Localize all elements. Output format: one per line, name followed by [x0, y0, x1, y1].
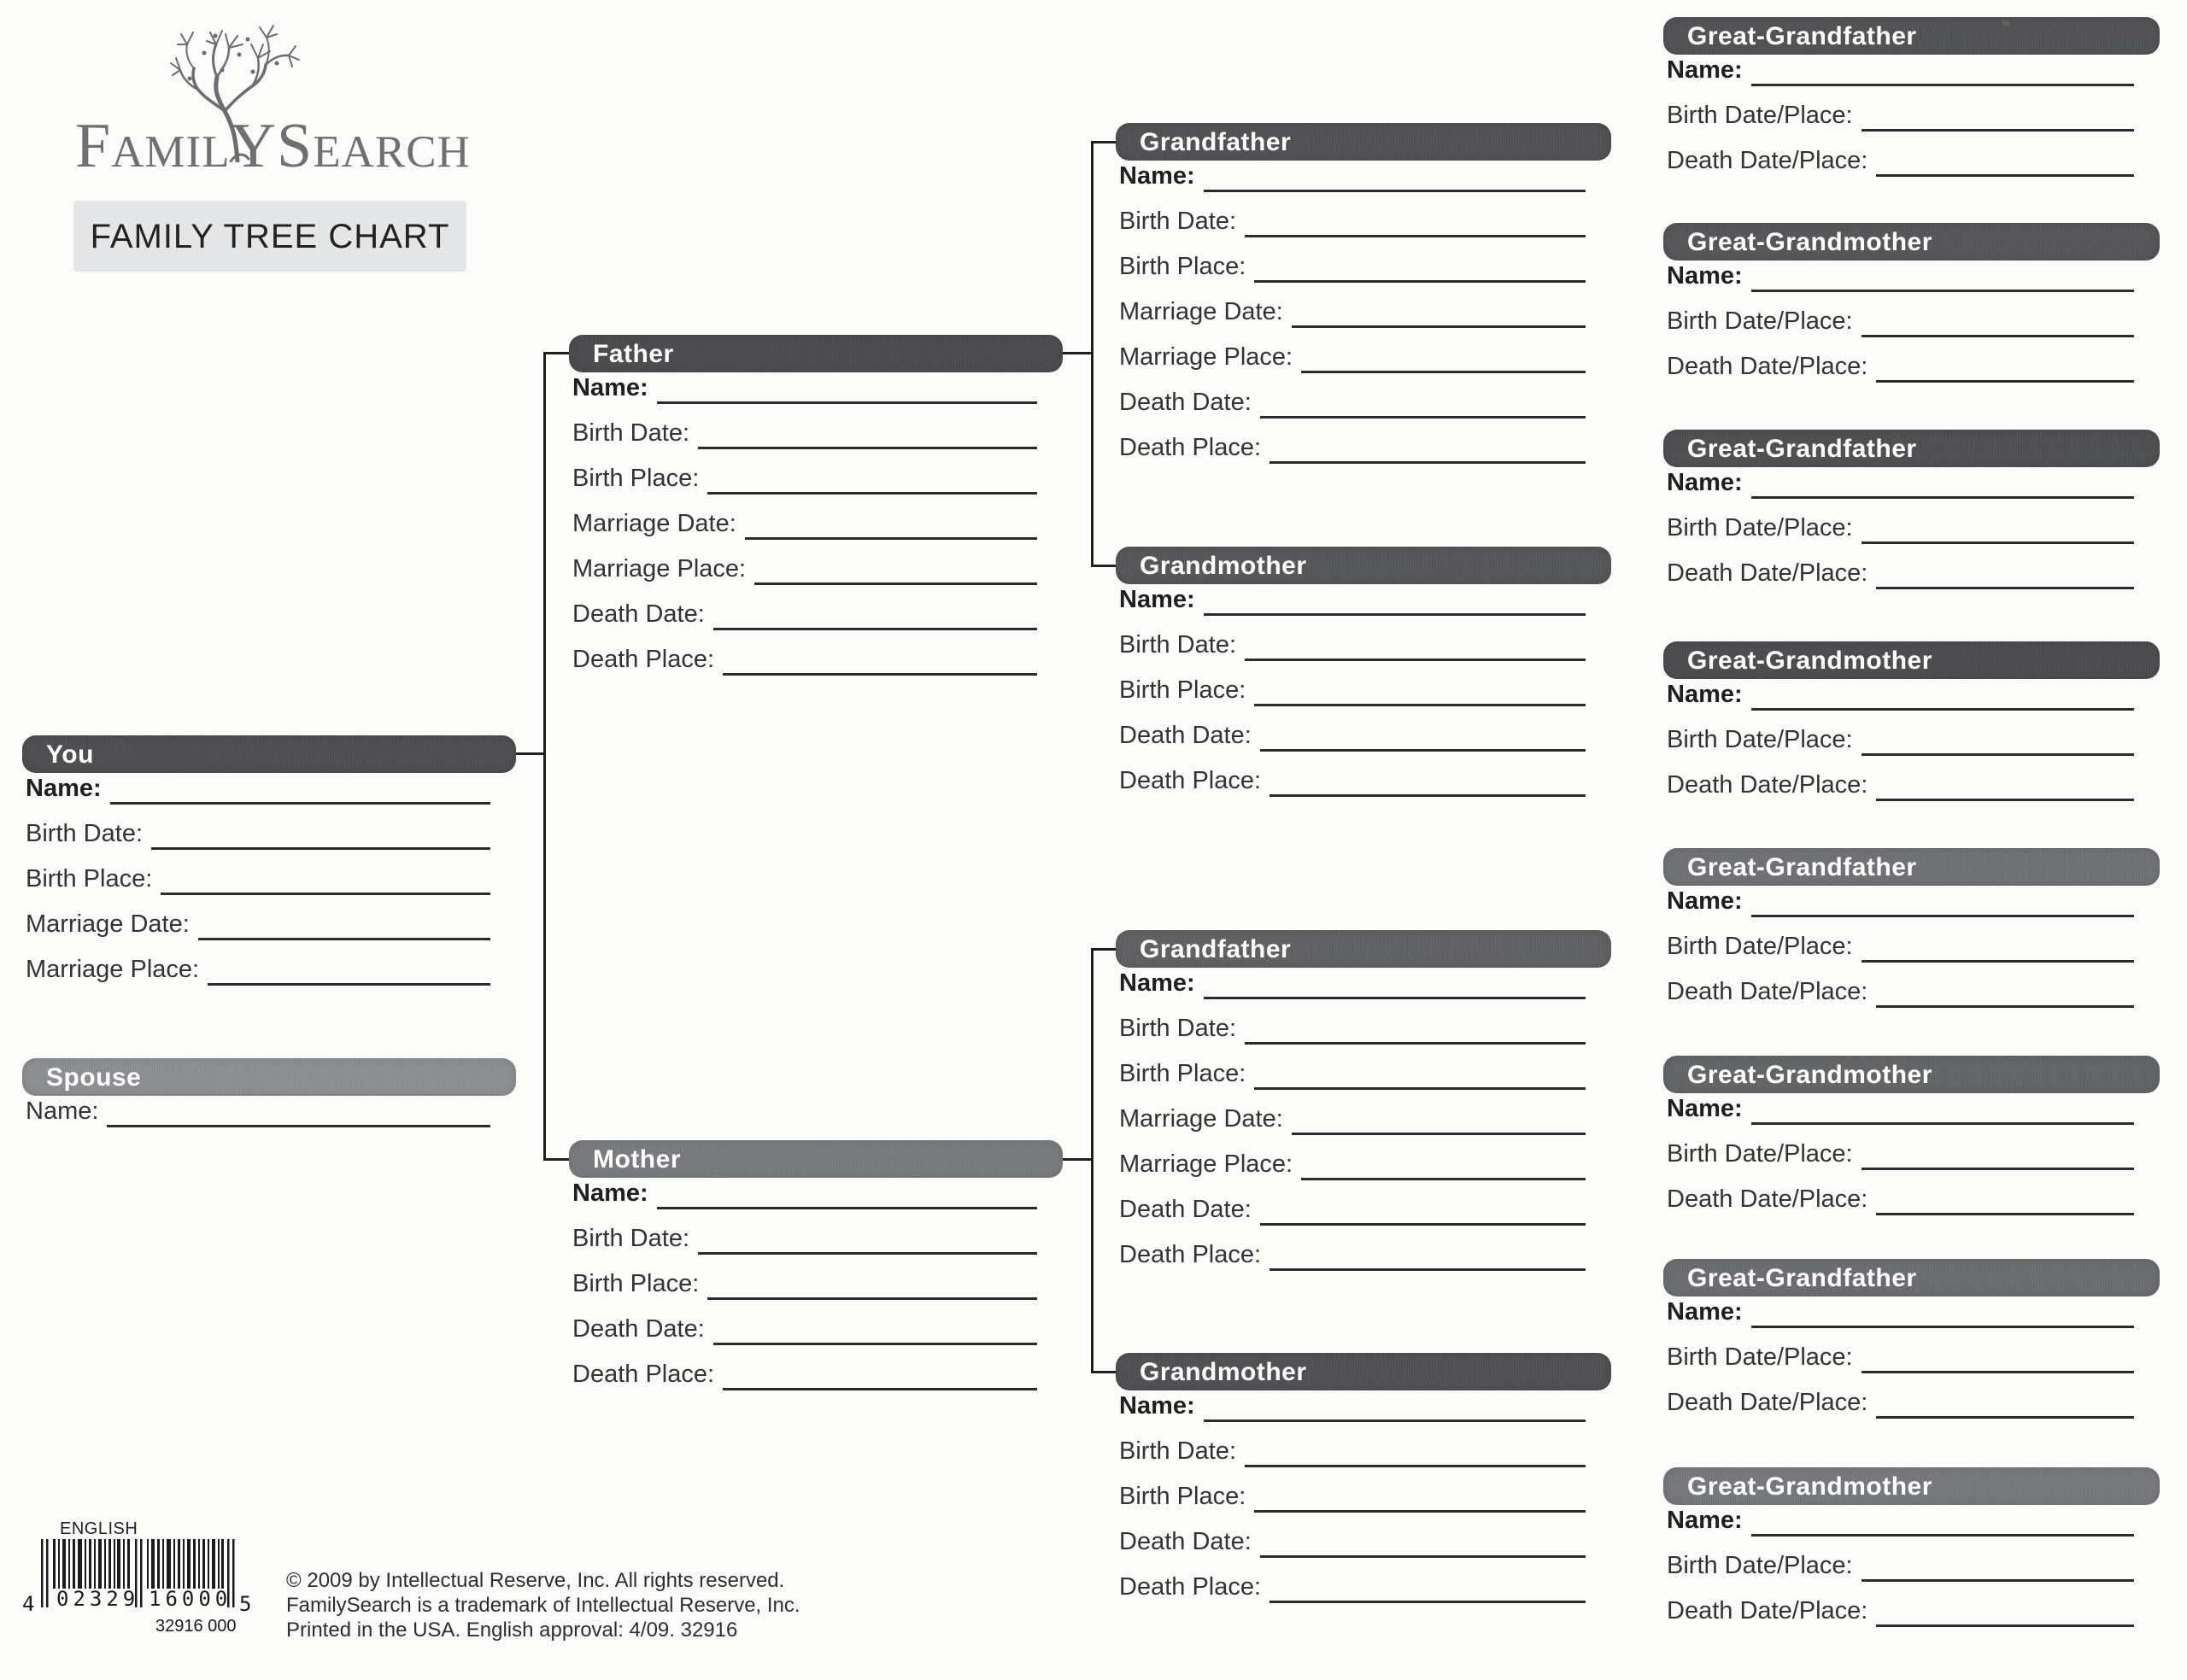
field-label: Death Place: — [572, 1361, 715, 1388]
field-label: Death Date: — [572, 600, 705, 628]
person-box-spouse — [22, 1058, 516, 1129]
field-label: Name: — [1667, 469, 1743, 496]
field-label: Marriage Date: — [1119, 1105, 1283, 1133]
blank-fill-line — [1254, 1087, 1586, 1090]
form-field — [1667, 546, 2134, 591]
person-box-gg3 — [1663, 430, 2160, 591]
blank-fill-line — [1862, 335, 2134, 337]
familysearch-logo — [75, 15, 485, 181]
form-field — [572, 406, 1037, 451]
field-label: Name: — [1119, 586, 1195, 613]
person-fields — [1663, 43, 2160, 179]
person-box-gg7 — [1663, 1259, 2160, 1420]
field-label: Birth Date/Place: — [1667, 102, 1853, 129]
field-label: Birth Place: — [1119, 253, 1246, 280]
blank-fill-line — [1269, 1601, 1586, 1603]
field-label: Marriage Date: — [1119, 298, 1283, 325]
field-label: Birth Date: — [26, 820, 143, 847]
person-box-title: Great-Grandmother — [1687, 647, 1932, 675]
person-box-title: Father — [593, 340, 674, 368]
form-field — [26, 897, 490, 942]
person-fields — [1116, 149, 1611, 465]
connector-line — [546, 352, 569, 354]
blank-fill-line — [1862, 753, 2134, 756]
field-label: Death Place: — [1119, 1573, 1262, 1601]
familysearch-wordmark — [75, 111, 471, 181]
form-field — [1119, 1227, 1586, 1273]
field-label: Birth Place: — [572, 1270, 700, 1297]
form-field — [1667, 500, 2134, 546]
field-label: Death Date/Place: — [1667, 1185, 1868, 1213]
barcode-left-digit: 4 — [22, 1592, 35, 1616]
barcode-sub-number: 32916 000 — [155, 1617, 237, 1636]
copyright-line: FamilySearch is a trademark of Intellectual Reserve, Inc. — [286, 1594, 800, 1617]
field-label: Birth Place: — [1119, 1060, 1246, 1087]
blank-fill-line — [1301, 1178, 1586, 1180]
form-field — [572, 451, 1037, 496]
form-field — [1119, 1560, 1586, 1605]
field-label: Name: — [26, 1098, 99, 1125]
field-label: Death Date/Place: — [1667, 353, 1868, 380]
person-fields — [1663, 1285, 2160, 1420]
language-label: ENGLISH — [60, 1519, 138, 1538]
form-field — [1119, 1092, 1586, 1137]
connector-line — [516, 752, 544, 755]
field-label: Marriage Date: — [572, 510, 736, 537]
form-field — [1667, 758, 2134, 803]
form-field — [572, 541, 1037, 587]
field-label: Birth Place: — [26, 865, 153, 893]
blank-fill-line — [1204, 190, 1586, 192]
person-box-gg1 — [1663, 17, 2160, 179]
field-label: Death Date/Place: — [1667, 1389, 1868, 1416]
field-label: Name: — [572, 374, 648, 401]
connector-line — [1094, 141, 1116, 143]
field-label: Name: — [572, 1180, 648, 1207]
barcode-group1: 02329 — [56, 1587, 140, 1611]
form-field — [1119, 708, 1586, 753]
form-field — [1119, 194, 1586, 239]
blank-fill-line — [1269, 1268, 1586, 1271]
field-label: Birth Date: — [1119, 631, 1236, 659]
field-label: Death Date/Place: — [1667, 771, 1868, 799]
form-field — [26, 852, 490, 897]
form-field — [1667, 88, 2134, 133]
blank-fill-line — [657, 401, 1037, 404]
form-field — [572, 1347, 1037, 1392]
blank-fill-line — [110, 802, 490, 805]
field-label: Death Date: — [572, 1315, 705, 1343]
field-label: Name: — [1667, 1507, 1743, 1534]
field-label: Death Date/Place: — [1667, 559, 1868, 587]
blank-fill-line — [1876, 1005, 2134, 1008]
blank-fill-line — [1269, 794, 1586, 797]
person-fields — [569, 1166, 1063, 1392]
copyright-line: Printed in the USA. English approval: 4/09. 32916 — [286, 1619, 738, 1642]
blank-fill-line — [713, 1343, 1037, 1345]
person-fields — [1663, 874, 2160, 1010]
blank-fill-line — [1292, 325, 1586, 328]
wordmark-f: F — [75, 111, 112, 181]
connector-line — [546, 1158, 569, 1161]
field-label: Name: — [1119, 162, 1195, 190]
person-box-gg8 — [1663, 1467, 2160, 1629]
field-label: Name: — [1667, 1095, 1743, 1122]
person-box-gg2 — [1663, 223, 2160, 384]
blank-fill-line — [1876, 799, 2134, 801]
blank-fill-line — [1254, 704, 1586, 706]
field-label: Birth Place: — [1119, 676, 1246, 704]
blank-fill-line — [1254, 1510, 1586, 1513]
person-box-grandfather-paternal — [1116, 123, 1611, 465]
blank-fill-line — [1751, 1122, 2134, 1125]
person-box-title: Great-Grandfather — [1687, 435, 1917, 463]
form-field — [1119, 330, 1586, 375]
blank-fill-line — [657, 1207, 1037, 1209]
barcode-group2: 16000 — [149, 1587, 232, 1611]
person-box-gg4 — [1663, 641, 2160, 803]
blank-fill-line — [1876, 380, 2134, 383]
blank-fill-line — [1260, 1555, 1586, 1558]
person-box-title: Great-Grandmother — [1687, 228, 1932, 256]
blank-fill-line — [1751, 915, 2134, 917]
blank-fill-line — [1245, 235, 1586, 237]
person-box-mother — [569, 1140, 1063, 1392]
field-label: Birth Place: — [1119, 1483, 1246, 1510]
person-fields — [22, 761, 516, 987]
form-field — [572, 1211, 1037, 1256]
blank-fill-line — [1751, 496, 2134, 499]
field-label: Name: — [1119, 969, 1195, 997]
blank-fill-line — [1260, 416, 1586, 419]
blank-fill-line — [698, 1252, 1037, 1255]
wordmark-y: Y — [230, 111, 278, 181]
field-label: Death Date/Place: — [1667, 1597, 1868, 1624]
field-label: Birth Date: — [1119, 1437, 1236, 1465]
field-label: Name: — [26, 775, 102, 802]
blank-fill-line — [1254, 280, 1586, 283]
blank-fill-line — [707, 1297, 1037, 1300]
copyright-block — [286, 1568, 800, 1642]
field-label: Birth Date/Place: — [1667, 514, 1853, 541]
connector-line — [1063, 352, 1091, 354]
blank-fill-line — [698, 447, 1037, 449]
blank-fill-line — [1862, 129, 2134, 132]
person-box-title: Mother — [593, 1145, 681, 1174]
field-label: Death Place: — [572, 646, 715, 673]
form-field — [26, 806, 490, 852]
field-label: Death Place: — [1119, 434, 1262, 461]
field-label: Name: — [1667, 887, 1743, 915]
person-box-gg5 — [1663, 848, 2160, 1010]
blank-fill-line — [1862, 1371, 2134, 1373]
blank-fill-line — [723, 673, 1037, 676]
form-field — [572, 496, 1037, 541]
form-field — [1119, 375, 1586, 420]
person-fields — [1116, 572, 1611, 799]
blank-fill-line — [1269, 461, 1586, 464]
form-field — [1119, 1469, 1586, 1514]
blank-fill-line — [1292, 1133, 1586, 1135]
person-box-title: Grandmother — [1140, 1358, 1307, 1386]
form-field — [1667, 1330, 2134, 1375]
person-box-you — [22, 735, 516, 987]
field-label: Name: — [1667, 1298, 1743, 1326]
blank-fill-line — [745, 537, 1037, 540]
blank-fill-line — [754, 582, 1037, 585]
blank-fill-line — [161, 893, 490, 895]
blank-fill-line — [1245, 1042, 1586, 1045]
person-box-title: Great-Grandmother — [1687, 1472, 1932, 1501]
blank-fill-line — [1751, 290, 2134, 292]
form-field — [1667, 1172, 2134, 1217]
person-fields — [1663, 1081, 2160, 1217]
form-field — [1667, 294, 2134, 339]
form-field — [572, 587, 1037, 632]
copyright-line: © 2009 by Intellectual Reserve, Inc. All rights reserved. — [286, 1569, 785, 1592]
person-fields — [1116, 1379, 1611, 1605]
form-field — [1667, 919, 2134, 964]
field-label: Birth Date/Place: — [1667, 726, 1853, 753]
form-field — [1667, 712, 2134, 758]
wordmark-amil: AMIL — [111, 127, 231, 177]
field-label: Birth Date/Place: — [1667, 933, 1853, 960]
person-fields — [1663, 1493, 2160, 1629]
field-label: Death Date: — [1119, 389, 1252, 416]
person-fields — [1663, 455, 2160, 591]
blank-fill-line — [1204, 1420, 1586, 1422]
field-label: Name: — [1667, 681, 1743, 708]
field-label: Death Date/Place: — [1667, 147, 1868, 174]
blank-fill-line — [713, 628, 1037, 630]
person-box-title: Great-Grandfather — [1687, 1264, 1917, 1292]
blank-fill-line — [1876, 1213, 2134, 1215]
field-label: Death Date: — [1119, 722, 1252, 749]
field-label: Marriage Date: — [26, 910, 190, 938]
blank-fill-line — [1862, 1168, 2134, 1170]
blank-fill-line — [1751, 708, 2134, 711]
form-field — [1119, 1182, 1586, 1227]
field-label: Death Place: — [1119, 1241, 1262, 1268]
form-field — [1119, 1137, 1586, 1182]
person-box-grandmother-paternal — [1116, 547, 1611, 799]
connector-line — [1094, 948, 1116, 951]
field-label: Marriage Place: — [26, 956, 200, 983]
person-box-title: Great-Grandmother — [1687, 1061, 1932, 1089]
form-field — [1119, 239, 1586, 284]
connector-line — [1094, 1371, 1116, 1373]
field-label: Marriage Place: — [1119, 1150, 1293, 1178]
form-field — [1119, 284, 1586, 330]
field-label: Death Date: — [1119, 1196, 1252, 1223]
field-label: Marriage Place: — [1119, 343, 1293, 371]
form-field — [26, 942, 490, 987]
blank-fill-line — [1204, 997, 1586, 999]
wordmark-earch: EARCH — [313, 127, 471, 177]
person-box-title: Great-Grandfather — [1687, 853, 1917, 881]
blank-fill-line — [198, 938, 490, 940]
field-label: Name: — [1667, 262, 1743, 290]
form-field — [572, 1302, 1037, 1347]
blank-fill-line — [1204, 613, 1586, 616]
blank-fill-line — [151, 847, 490, 850]
form-field — [1119, 663, 1586, 708]
person-box-title: Grandfather — [1140, 935, 1292, 963]
barcode-right-digit: 5 — [239, 1592, 251, 1616]
person-box-title: Grandfather — [1140, 128, 1292, 156]
blank-fill-line — [1876, 174, 2134, 177]
blank-fill-line — [1245, 1465, 1586, 1467]
form-field — [1667, 133, 2134, 179]
page-title: FAMILY TREE CHART — [73, 201, 466, 272]
form-field — [1667, 339, 2134, 384]
wordmark-s: S — [277, 111, 314, 181]
form-field — [1667, 964, 2134, 1010]
field-label: Name: — [1667, 56, 1743, 84]
connector-line — [1094, 565, 1116, 567]
person-box-grandfather-maternal — [1116, 930, 1611, 1273]
blank-fill-line — [1862, 541, 2134, 544]
person-box-title: Spouse — [46, 1063, 142, 1092]
field-label: Marriage Place: — [572, 555, 747, 582]
blank-fill-line — [1876, 587, 2134, 589]
blank-fill-line — [1876, 1416, 2134, 1419]
field-label: Death Date/Place: — [1667, 978, 1868, 1005]
field-label: Birth Place: — [572, 465, 700, 492]
blank-fill-line — [1876, 1624, 2134, 1627]
blank-fill-line — [707, 492, 1037, 495]
field-label: Death Date: — [1119, 1528, 1252, 1555]
blank-fill-line — [1260, 749, 1586, 752]
blank-fill-line — [1862, 1579, 2134, 1582]
field-label: Death Place: — [1119, 767, 1262, 794]
blank-fill-line — [107, 1125, 490, 1127]
person-box-title: Grandmother — [1140, 552, 1307, 580]
connector-line — [543, 352, 546, 1161]
form-field — [1119, 1046, 1586, 1092]
form-field — [1667, 1538, 2134, 1583]
person-box-title: You — [46, 740, 94, 769]
blank-fill-line — [1751, 1534, 2134, 1537]
field-label: Birth Date/Place: — [1667, 307, 1853, 335]
connector-line — [1063, 1158, 1091, 1161]
person-box-title: Great-Grandfather — [1687, 22, 1917, 50]
form-field — [1119, 1514, 1586, 1560]
person-fields — [1663, 249, 2160, 384]
field-label: Birth Date: — [1119, 1015, 1236, 1042]
field-label: Birth Date/Place: — [1667, 1140, 1853, 1168]
form-field — [1119, 753, 1586, 799]
form-field — [1119, 1001, 1586, 1046]
form-field — [572, 632, 1037, 677]
blank-fill-line — [1862, 960, 2134, 963]
person-fields — [569, 360, 1063, 677]
form-field — [1119, 1424, 1586, 1469]
blank-fill-line — [1260, 1223, 1586, 1226]
form-field — [1667, 1127, 2134, 1172]
person-box-father — [569, 335, 1063, 677]
field-label: Birth Date: — [572, 419, 689, 447]
blank-fill-line — [1751, 84, 2134, 86]
blank-fill-line — [208, 983, 490, 986]
connector-line — [1091, 141, 1094, 567]
field-label: Birth Date: — [572, 1225, 689, 1252]
form-field — [1119, 618, 1586, 663]
barcode — [19, 1536, 251, 1643]
field-label: Birth Date: — [1119, 208, 1236, 235]
field-label: Birth Date/Place: — [1667, 1552, 1853, 1579]
form-field — [1667, 1375, 2134, 1420]
person-fields — [1116, 956, 1611, 1273]
connector-line — [1091, 948, 1094, 1373]
blank-fill-line — [1245, 659, 1586, 661]
form-field — [26, 761, 490, 806]
blank-fill-line — [723, 1388, 1037, 1390]
form-field — [1119, 420, 1586, 465]
person-box-grandmother-maternal — [1116, 1353, 1611, 1605]
blank-fill-line — [1751, 1326, 2134, 1328]
person-box-gg6 — [1663, 1056, 2160, 1217]
field-label: Name: — [1119, 1392, 1195, 1420]
blank-fill-line — [1301, 371, 1586, 373]
form-field — [572, 1256, 1037, 1302]
person-fields — [1663, 667, 2160, 803]
field-label: Birth Date/Place: — [1667, 1343, 1853, 1371]
form-field — [1667, 1583, 2134, 1629]
